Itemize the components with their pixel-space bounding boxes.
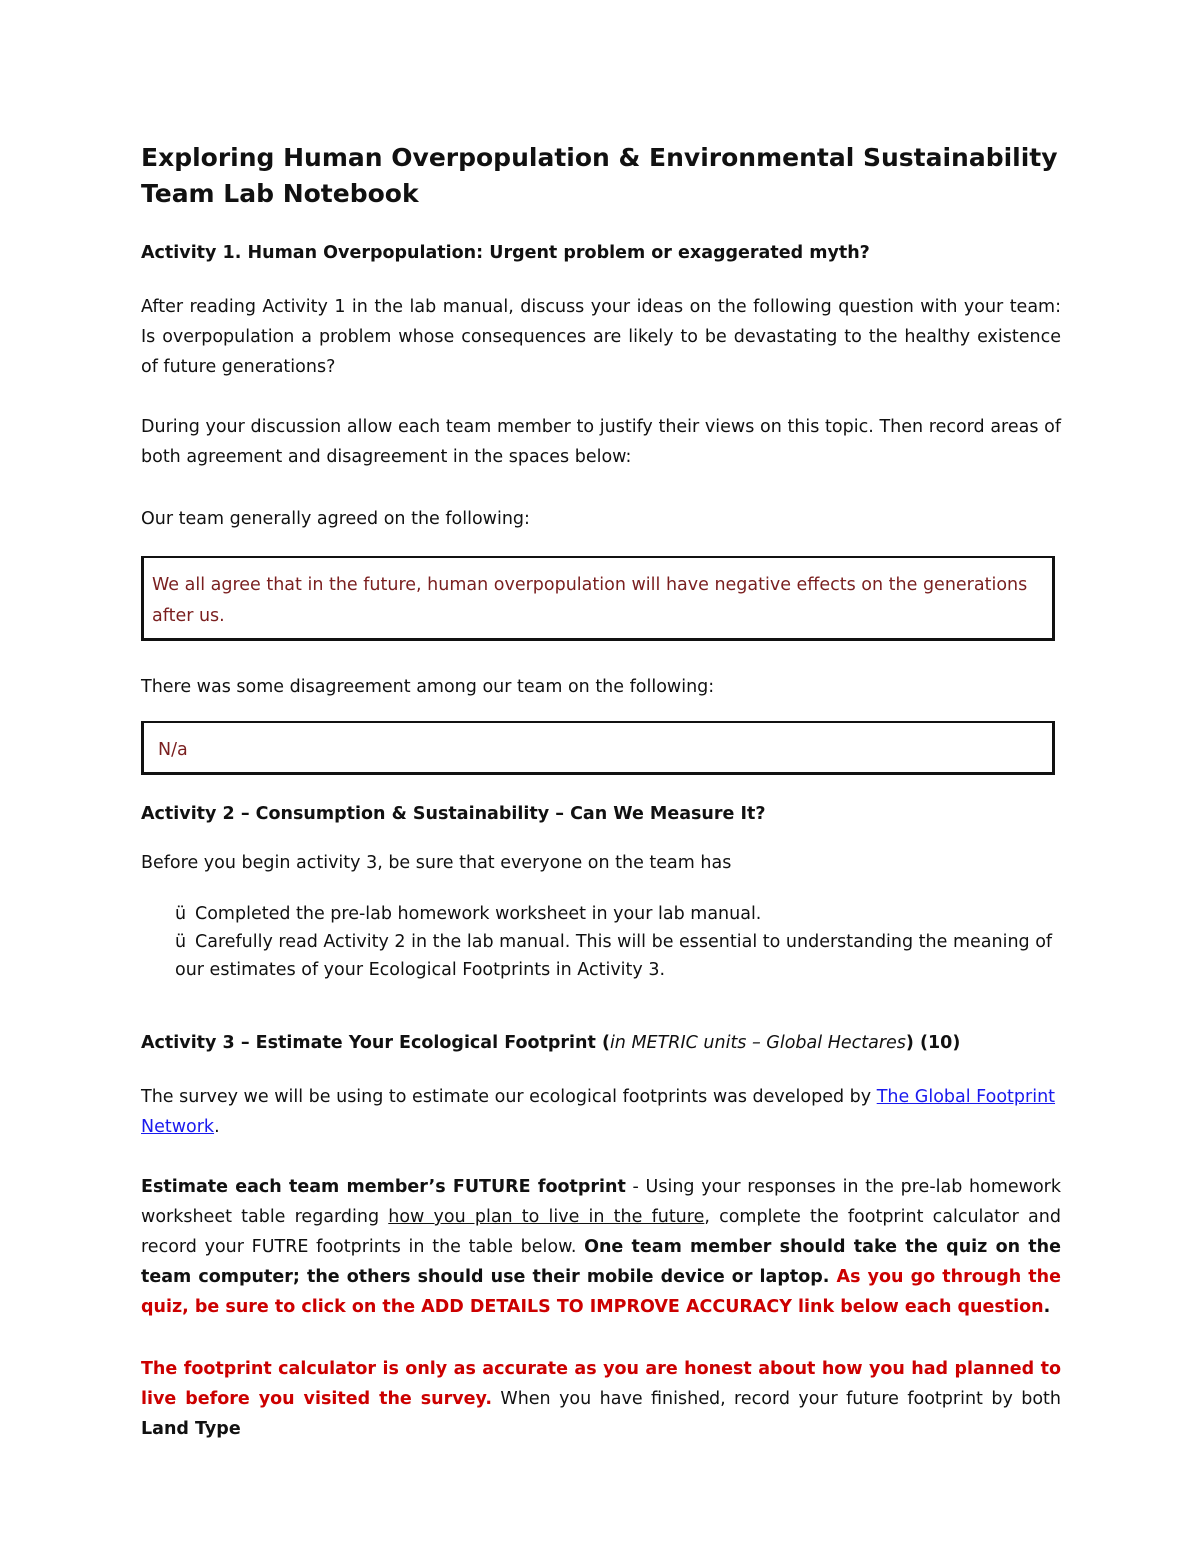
activity1-discussion: During your discussion allow each team member to justify their views on this topic. Then record areas of both agreement and disagreement in the spaces below: [141, 417, 1061, 467]
estimate-underlined: how you plan to live in the future [388, 1207, 705, 1227]
survey-text-end: . [214, 1117, 220, 1137]
survey-paragraph [141, 1082, 1061, 1142]
estimate-warning: As you go through the quiz, be sure to click on the ADD DETAILS TO IMPROVE ACCURACY link below each question [141, 1267, 1061, 1317]
document-subtitle: Team Lab Notebook [141, 179, 419, 208]
estimate-end: . [1043, 1297, 1051, 1317]
activity1-heading: Activity 1. Human Overpopulation: Urgent problem or exaggerated myth? [141, 243, 870, 263]
activity1-intro: After reading Activity 1 in the lab manual, discuss your ideas on the following question with your team: Is overpopulation a problem whose consequences are likely to be devastating to the healthy existence of future generations? [141, 297, 1061, 377]
checkmark-icon: ü [175, 904, 187, 924]
estimate-text: - Using your responses in the pre-lab homework worksheet table regarding [141, 1177, 1061, 1227]
checklist-item-continuation [175, 956, 1055, 984]
document-title: Exploring Human Overpopulation & Environmental Sustainability [141, 143, 1058, 172]
agreement-answer-box[interactable] [141, 556, 1055, 641]
disagree-label: There was some disagreement among our team on the following: [141, 677, 715, 697]
checklist-item [175, 900, 1055, 928]
activity3-heading [141, 1028, 1061, 1058]
global-footprint-network-link[interactable]: The Global Footprint Network [141, 1087, 1056, 1137]
checklist-item-text: Completed the pre-lab homework worksheet in your lab manual. [195, 904, 762, 924]
accuracy-text: When you have finished, record your future footprint by both [491, 1389, 1061, 1409]
estimate-lead: Estimate each team member’s FUTURE footprint [141, 1177, 626, 1197]
estimate-text-2: , complete the footprint calculator and record your FUTRE footprints in the table below. [141, 1207, 1061, 1257]
agreed-label: Our team generally agreed on the following: [141, 509, 530, 529]
accuracy-warning: The footprint calculator is only as accurate as you are honest about how you had planned to live before you visited the survey. [141, 1359, 1061, 1409]
activity3-heading-end: ) (10) [905, 1033, 961, 1053]
estimate-instruction: One team member should take the quiz on the team computer; the others should use their mobile device or laptop. [141, 1237, 1061, 1287]
estimate-paragraph [141, 1172, 1061, 1322]
activity2-heading: Activity 2 – Consumption & Sustainability – Can We Measure It? [141, 804, 766, 824]
checklist-item-text: our estimates of your Ecological Footprints in Activity 3. [175, 960, 666, 980]
survey-text: The survey we will be using to estimate our ecological footprints was developed by [141, 1087, 877, 1107]
checklist-item-text: Carefully read Activity 2 in the lab manual. This will be essential to understanding the meaning of [195, 932, 1053, 952]
disagreement-answer-text: N/a [158, 740, 188, 760]
checklist-item [175, 928, 1055, 956]
checkmark-icon: ü [175, 932, 187, 952]
activity3-heading-units: in METRIC units – Global Hectares [609, 1033, 906, 1053]
accuracy-land-type: Land Type [141, 1419, 241, 1439]
disagreement-answer-box[interactable] [141, 721, 1055, 775]
activity3-heading-start: Activity 3 – Estimate Your Ecological Footprint ( [141, 1033, 610, 1053]
accuracy-paragraph [141, 1354, 1061, 1444]
agreement-answer-text: We all agree that in the future, human overpopulation will have negative effects on the generations after us. [152, 575, 1028, 626]
activity2-intro: Before you begin activity 3, be sure that everyone on the team has [141, 853, 732, 873]
